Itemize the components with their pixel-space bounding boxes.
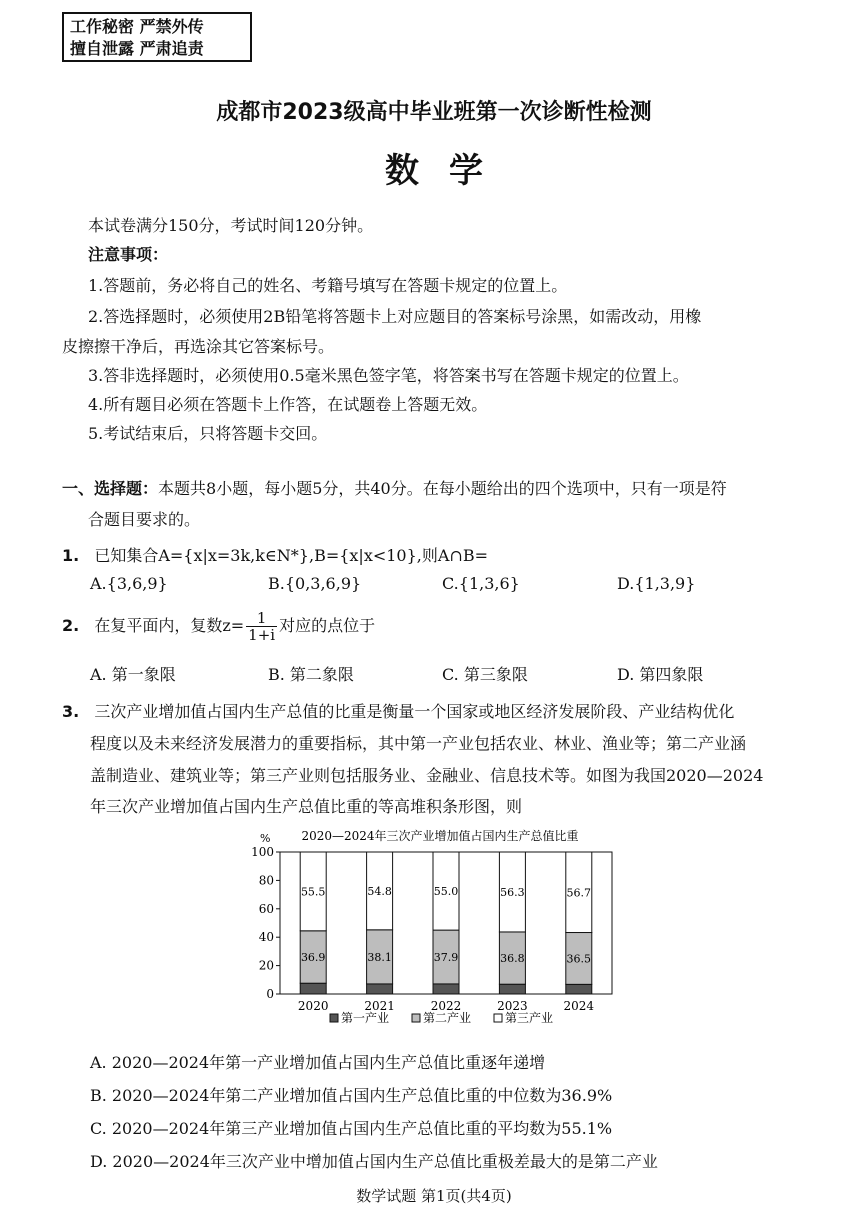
y-axis-ticks: [251, 845, 280, 1001]
option-b: B.{0,3,6,9}: [268, 574, 362, 593]
notice-heading: 注意事项：: [88, 245, 169, 264]
data-label: 36.5: [566, 952, 592, 966]
y-axis-label: %: [260, 832, 271, 845]
chart-title: 2020—2024年三次产业增加值占国内生产总值比重: [301, 829, 579, 843]
confidential-stamp: [62, 12, 252, 62]
notice-item: 1.答题前，务必将自己的姓名、考籍号填写在答题卡规定的位置上。: [88, 276, 568, 295]
option-b: B. 第二象限: [268, 665, 354, 684]
bar-segment: [499, 984, 525, 994]
option-b: B. 2020—2024年第二产业增加值占国内生产总值比重的中位数为36.9%: [90, 1086, 613, 1105]
bar-segment: [367, 984, 393, 994]
data-label: 54.8: [367, 884, 392, 898]
legend-swatch: [412, 1014, 420, 1022]
notice-item: 2.答选择题时，必须使用2B铅笔将答题卡上对应题目的答案标号涂黑，如需改动，用橡: [88, 307, 702, 326]
question-stem-line: 盖制造业、建筑业等；第三产业则包括服务业、金融业、信息技术等。如图为我国2020—2024: [90, 766, 764, 785]
question-number: 2.: [62, 616, 80, 635]
option-a: A. 2020—2024年第一产业增加值占国内生产总值比重逐年递增: [90, 1053, 546, 1072]
notice-item: 5.考试结束后，只将答题卡交回。: [88, 424, 328, 443]
question-stem: 已知集合A={x|x=3k,k∈N*},B={x|x<10},则A∩B=: [94, 546, 489, 565]
data-label: 38.1: [367, 950, 392, 964]
option-c: C. 2020—2024年第三产业增加值占国内生产总值比重的平均数为55.1%: [90, 1119, 613, 1138]
y-tick-label: 60: [258, 901, 274, 916]
intro-text: 本试卷满分150分，考试时间120分钟。: [88, 216, 374, 235]
y-tick-label: 80: [258, 873, 274, 888]
section-1-intro: [62, 476, 727, 499]
stamp-line-2: 擅自泄露 严肃追责: [70, 39, 204, 58]
option-a: A.{3,6,9}: [90, 574, 168, 593]
data-label: 56.3: [500, 885, 525, 899]
question-number: 1.: [62, 546, 80, 565]
question-number: 3.: [62, 702, 80, 721]
legend-label: 第二产业: [423, 1011, 472, 1025]
question-stem: 三次产业增加值占国内生产总值的比重是衡量一个国家或地区经济发展阶段、产业结构优化: [94, 702, 735, 721]
question-1: [62, 543, 488, 566]
option-d: D. 第四象限: [617, 665, 704, 684]
legend-label: 第一产业: [341, 1011, 390, 1025]
legend-swatch: [330, 1014, 338, 1022]
option-d: D.{1,3,9}: [617, 574, 696, 593]
question-stem-end: 对应的点位于: [279, 616, 376, 635]
notice-item: 皮擦擦干净后，再选涂其它答案标号。: [62, 337, 335, 356]
x-tick-label: 2023: [497, 999, 528, 1013]
x-tick-label: 2021: [364, 999, 395, 1013]
subject-title: 数学: [385, 151, 513, 191]
option-c: C.{1,3,6}: [442, 574, 520, 593]
y-tick-label: 0: [266, 987, 274, 1001]
y-tick-label: 20: [258, 958, 274, 973]
legend-swatch: [494, 1014, 502, 1022]
exam-title: 成都市2023级高中毕业班第一次诊断性检测: [216, 100, 652, 125]
y-tick-label: 40: [258, 930, 274, 945]
data-label: 55.0: [433, 885, 459, 899]
stamp-line-1: 工作秘密 严禁外传: [70, 17, 204, 36]
chart-bars: [300, 852, 592, 994]
question-3: [62, 699, 734, 722]
y-tick-label: 100: [251, 845, 274, 859]
bar-segment: [566, 984, 592, 994]
data-label: 36.9: [300, 951, 326, 965]
x-tick-label: 2022: [430, 999, 462, 1013]
option-d: D. 2020—2024年三次产业中增加值占国内生产总值比重极差最大的是第二产业: [90, 1152, 658, 1171]
fraction-denominator: 1+i: [248, 626, 276, 644]
page-footer: 数学试题 第1页(共4页): [356, 1187, 512, 1205]
data-label: 55.5: [300, 885, 326, 899]
bar-segment: [300, 983, 326, 994]
stacked-bar-chart: [240, 824, 640, 1044]
notice-item: 3.答非选择题时，必须使用0.5毫米黑色签字笔，将答案书写在答题卡规定的位置上。: [88, 366, 689, 385]
fraction-numerator: 1: [246, 610, 277, 627]
section-1-text: 本题共8小题，每小题5分，共40分。在每小题给出的四个选项中，只有一项是符: [158, 479, 727, 498]
data-label: 56.7: [566, 886, 592, 900]
x-tick-label: 2024: [563, 999, 595, 1013]
notice-item: 4.所有题目必须在答题卡上作答，在试题卷上答题无效。: [88, 395, 488, 414]
fraction: [246, 610, 277, 643]
legend-label: 第三产业: [505, 1011, 554, 1025]
option-a: A. 第一象限: [90, 665, 176, 684]
question-2: [62, 610, 375, 643]
data-label: 36.8: [500, 952, 525, 966]
section-1-text-cont: 合题目要求的。: [88, 510, 201, 529]
chart-legend: [330, 1010, 553, 1025]
option-c: C. 第三象限: [442, 665, 528, 684]
question-stem-line: 程度以及未来经济发展潜力的重要指标，其中第一产业包括农业、林业、渔业等；第二产业涵: [90, 734, 747, 753]
section-1-heading: 一、选择题：: [62, 479, 159, 498]
data-label: 37.9: [433, 951, 459, 965]
question-stem-line: 年三次产业增加值占国内生产总值比重的等高堆积条形图，则: [90, 797, 523, 816]
question-stem: 在复平面内，复数z=: [94, 616, 245, 635]
x-tick-label: 2020: [297, 999, 329, 1013]
bar-segment: [433, 984, 459, 994]
